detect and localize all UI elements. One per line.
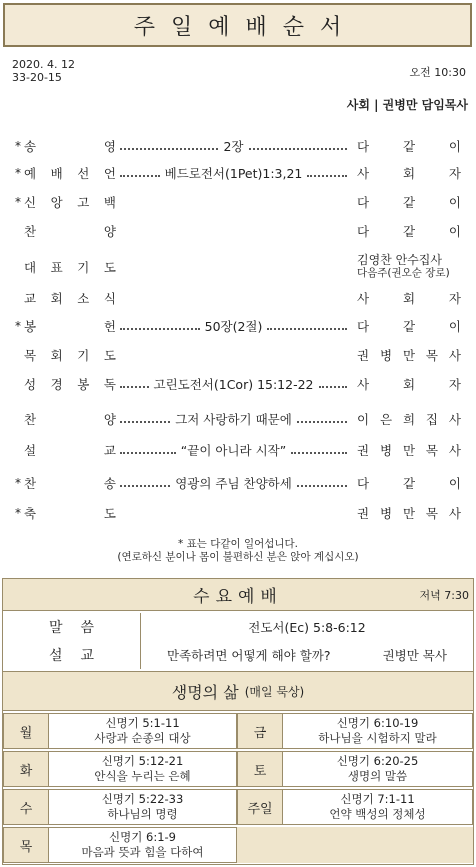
order-item bbox=[12, 136, 468, 156]
devotion-reference: 신명기 6:10-19 bbox=[336, 716, 419, 730]
order-item-responsible: 사 회 자 bbox=[357, 166, 461, 181]
order-item-detail-text: 고린도전서(1Cor) 15:12-22 bbox=[153, 377, 314, 392]
order-item-detail bbox=[118, 474, 349, 492]
devotion-reference: 신명기 5:12-21 bbox=[101, 754, 184, 768]
sermon-preacher: 권병만 목사 bbox=[382, 648, 447, 663]
bulletin-serial: 33-20-15 bbox=[12, 71, 62, 84]
order-item-responsible: 다 같 이 bbox=[357, 319, 461, 334]
responsible-name: 김영찬 안수집사 bbox=[357, 253, 442, 267]
order-item-responsible: 다 같 이 bbox=[357, 195, 461, 210]
order-item-name: 목 회 기 도 bbox=[24, 348, 116, 363]
devotion-theme: 하나님의 명령 bbox=[107, 807, 178, 821]
order-item-detail bbox=[118, 137, 349, 155]
devotion-day: 목 bbox=[3, 827, 49, 863]
order-item bbox=[12, 163, 468, 183]
daily-devotion-subtitle: (매일 묵상) bbox=[244, 684, 305, 699]
order-item-name: 찬 송 bbox=[24, 476, 116, 491]
devotion-entry bbox=[282, 789, 473, 825]
standing-mark: * bbox=[15, 476, 21, 490]
empty-cell bbox=[237, 827, 473, 863]
order-item-name: 신 앙 고 백 bbox=[24, 195, 116, 210]
order-item-responsible: 권 병 만 목 사 bbox=[357, 443, 461, 458]
order-item-name: 교 회 소 식 bbox=[24, 291, 116, 306]
devotion-day: 화 bbox=[3, 751, 49, 787]
devotion-theme: 사랑과 순종의 대상 bbox=[94, 731, 191, 745]
word-value: 전도서(Ec) 5:8-6:12 bbox=[248, 620, 366, 635]
order-item-detail-text: 영광의 주님 찬양하세 bbox=[175, 476, 292, 491]
daily-devotion-header bbox=[3, 671, 473, 711]
wednesday-title: 수요예배 bbox=[193, 587, 283, 607]
devotion-reference: 신명기 6:1-9 bbox=[109, 830, 176, 844]
order-item-name: 봉 헌 bbox=[24, 319, 116, 334]
order-item-responsible bbox=[349, 254, 461, 280]
devotion-reference: 신명기 5:1-11 bbox=[105, 716, 180, 730]
devotion-day: 금 bbox=[237, 713, 283, 749]
wednesday-time: 저녁 7:30 bbox=[419, 589, 469, 602]
sermon-row bbox=[3, 641, 473, 669]
seated-note: (연로하신 분이나 몸이 불편하신 분은 앉아 계십시오) bbox=[117, 551, 359, 563]
order-item-detail bbox=[118, 410, 349, 428]
standing-mark: * bbox=[15, 506, 21, 520]
order-item-name: 설 교 bbox=[24, 443, 116, 458]
devotion-theme: 안식을 누리는 은혜 bbox=[94, 769, 191, 783]
order-item bbox=[12, 374, 468, 394]
order-item-responsible: 다 같 이 bbox=[357, 476, 461, 491]
devotion-entry bbox=[48, 713, 237, 749]
standing-mark: * bbox=[15, 319, 21, 333]
standing-mark: * bbox=[15, 139, 21, 153]
order-item bbox=[12, 473, 468, 493]
order-item-detail bbox=[118, 375, 349, 393]
order-item-name: 찬 양 bbox=[24, 224, 116, 239]
bulletin-title: 주일예배순서 bbox=[133, 14, 358, 40]
devotion-reference: 신명기 5:22-33 bbox=[101, 792, 184, 806]
order-item-detail bbox=[118, 230, 349, 232]
order-item bbox=[12, 316, 468, 336]
order-item-responsible: 이 은 희 집 사 bbox=[357, 412, 461, 427]
devotion-entry bbox=[48, 751, 237, 787]
devotion-entry bbox=[48, 789, 237, 825]
order-item bbox=[12, 221, 468, 241]
sermon-value bbox=[141, 646, 473, 664]
service-time: 오전 10:30 bbox=[409, 66, 466, 79]
devotion-day: 주일 bbox=[237, 789, 283, 825]
order-item-detail bbox=[118, 164, 349, 182]
devotion-day: 토 bbox=[237, 751, 283, 787]
order-item-detail-text: “끝이 아니라 시작” bbox=[180, 443, 287, 458]
devotion-reference: 신명기 6:20-25 bbox=[336, 754, 419, 768]
devotion-day: 수 bbox=[3, 789, 49, 825]
sermon-title: 만족하려면 어떻게 해야 할까? bbox=[167, 648, 331, 663]
order-item-detail bbox=[118, 266, 349, 268]
order-item-detail bbox=[118, 441, 349, 459]
devotion-theme: 생명의 말씀 bbox=[347, 769, 408, 783]
standing-note: * 표는 다같이 일어섭니다. bbox=[177, 538, 299, 550]
order-item bbox=[12, 288, 468, 308]
order-item-detail bbox=[118, 354, 349, 356]
devotion-reference: 신명기 7:1-11 bbox=[340, 792, 415, 806]
order-item-detail bbox=[118, 512, 349, 514]
order-item bbox=[12, 252, 468, 282]
devotion-day: 월 bbox=[3, 713, 49, 749]
order-item-detail-text: 50장(2절) bbox=[204, 319, 263, 334]
order-item-name: 성 경 봉 독 bbox=[24, 377, 116, 392]
order-item-name: 송 영 bbox=[24, 139, 116, 154]
presider: 사회 | 권병만 담임목사 bbox=[346, 98, 468, 112]
order-item-responsible: 다 같 이 bbox=[357, 139, 461, 154]
order-item-detail bbox=[118, 297, 349, 299]
order-item-responsible: 사 회 자 bbox=[357, 377, 461, 392]
order-item-detail bbox=[118, 317, 349, 335]
order-item bbox=[12, 345, 468, 365]
devotion-entry bbox=[282, 713, 473, 749]
order-item-name: 찬 양 bbox=[24, 412, 116, 427]
wednesday-service-section bbox=[2, 578, 474, 865]
order-item-name: 축 도 bbox=[24, 506, 116, 521]
order-item-detail-text: 그저 사랑하기 때문에 bbox=[175, 412, 292, 427]
order-item-detail-text: 2장 bbox=[223, 139, 244, 154]
order-item bbox=[12, 503, 468, 523]
next-week-responsible: 다음주(권오순 장로) bbox=[357, 267, 450, 279]
date-block bbox=[12, 58, 75, 84]
devotion-entry bbox=[282, 751, 473, 787]
standing-mark: * bbox=[15, 166, 21, 180]
devotion-theme: 언약 백성의 정체성 bbox=[329, 807, 426, 821]
order-item-responsible: 권 병 만 목 사 bbox=[357, 506, 461, 521]
order-item bbox=[12, 409, 468, 429]
standing-mark: * bbox=[15, 195, 21, 209]
bulletin-date: 2020. 4. 12 bbox=[12, 58, 75, 71]
order-item-name: 예 배 선 언 bbox=[24, 166, 116, 181]
order-item bbox=[12, 192, 468, 212]
order-item-detail-text: 베드로전서(1Pet)1:3,21 bbox=[164, 166, 303, 181]
wednesday-header bbox=[3, 579, 473, 611]
devotion-entry bbox=[48, 827, 237, 863]
order-item-responsible: 권 병 만 목 사 bbox=[357, 348, 461, 363]
daily-devotion-title: 생명의 삶 bbox=[171, 682, 239, 702]
devotion-theme: 마음과 뜻과 힘을 다하여 bbox=[81, 845, 204, 859]
bulletin-title-box bbox=[3, 3, 472, 47]
order-item-name: 대 표 기 도 bbox=[24, 260, 116, 275]
order-item-responsible: 다 같 이 bbox=[357, 224, 461, 239]
word-label: 말씀 bbox=[3, 613, 141, 641]
order-item-responsible: 사 회 자 bbox=[357, 291, 461, 306]
order-item-detail bbox=[118, 201, 349, 203]
word-row bbox=[3, 613, 473, 641]
devotion-theme: 하나님을 시험하지 말라 bbox=[318, 731, 437, 745]
sermon-label: 설교 bbox=[3, 641, 141, 669]
order-item bbox=[12, 440, 468, 460]
